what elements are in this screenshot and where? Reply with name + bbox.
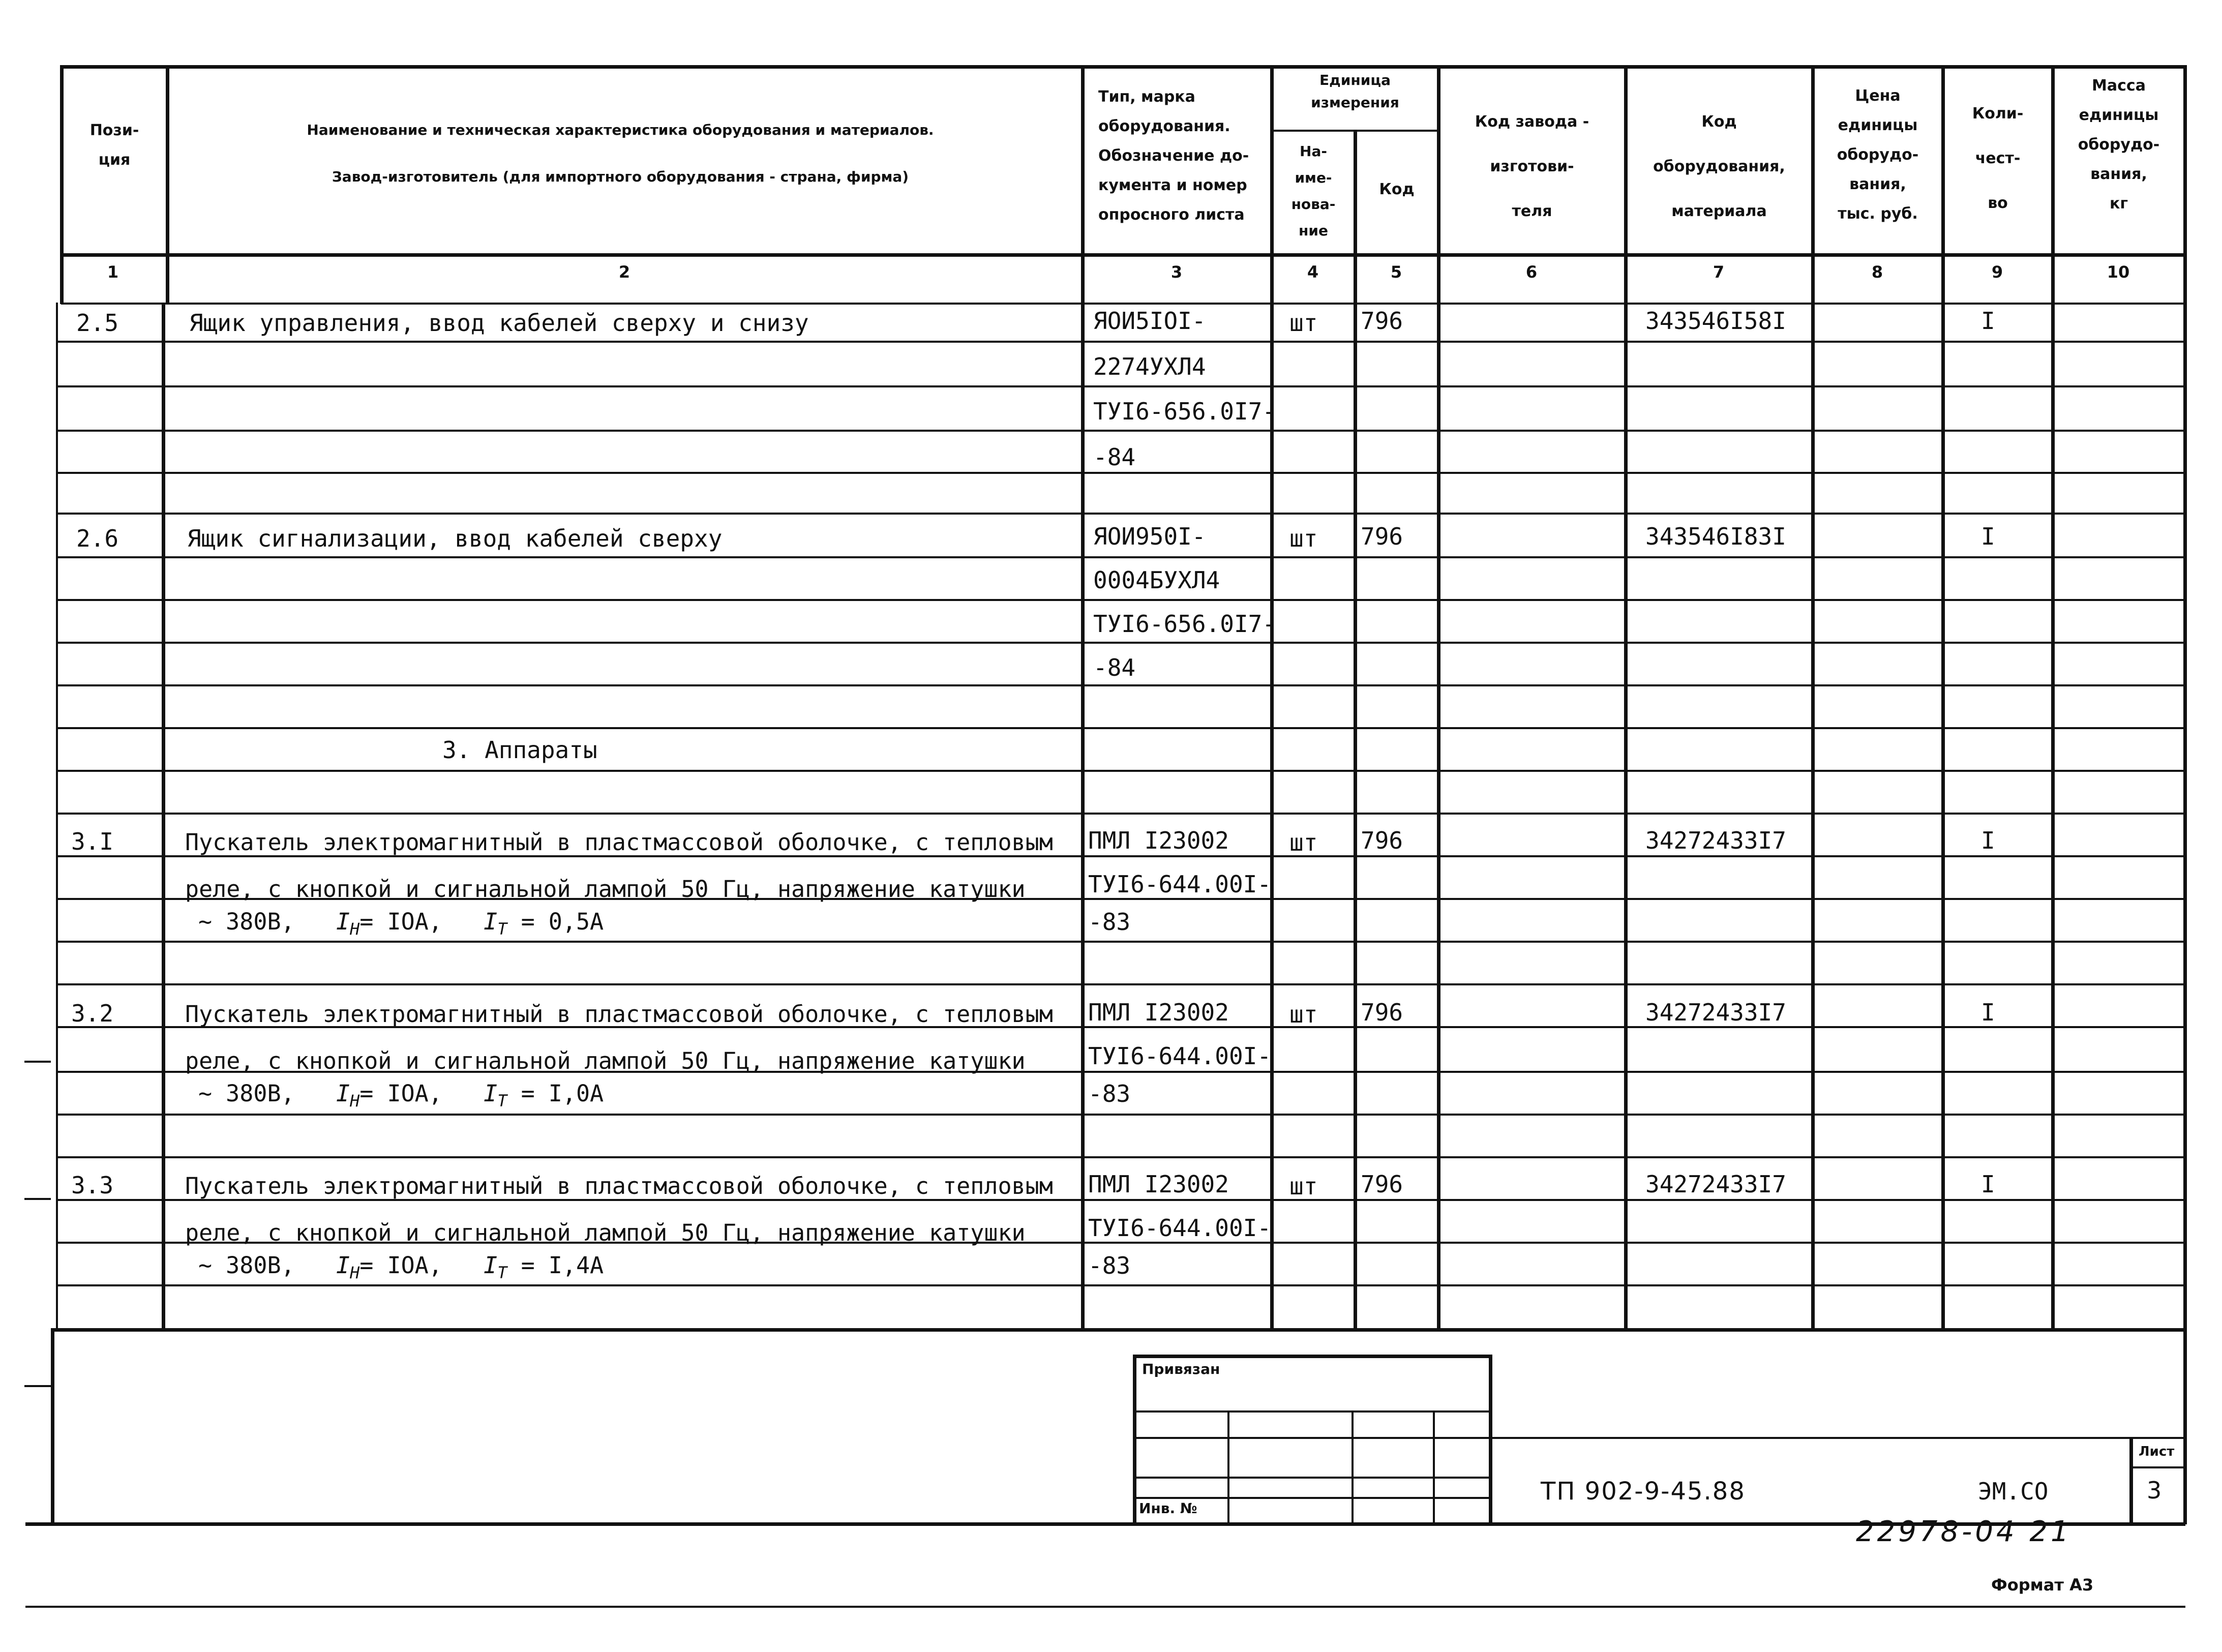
type-line: -83 — [1088, 1252, 1131, 1279]
col-number: 9 — [1991, 262, 2003, 282]
header-qty: Коли- чест- во — [1972, 105, 2024, 212]
position: 2.6 — [76, 525, 119, 552]
header-unit-group: Единица измерения — [1311, 72, 1399, 111]
type-line: ТУI6-644.00I- — [1088, 1214, 1272, 1242]
col-number: 8 — [1871, 262, 1883, 282]
quantity: I — [1981, 523, 1995, 550]
unit: шт — [1289, 1001, 1318, 1028]
type-line: -84 — [1093, 443, 1136, 471]
item-name: Пускатель электромагнитный в пластмассовой оболочке, с тепловым — [185, 1173, 1053, 1199]
type-line: 0004БУХЛ4 — [1093, 566, 1220, 594]
position: 2.5 — [76, 309, 119, 337]
item-current: ~ 380В, $I_Н=$ IOA, $I_Т = I,0A$ — [198, 1080, 604, 1110]
type-line: -84 — [1093, 654, 1136, 681]
type-line: -83 — [1088, 1080, 1131, 1107]
item-name: Пускатель электромагнитный в пластмассовой оболочке, с тепловым — [185, 829, 1053, 856]
header-mass: Масса единицы оборудо- вания, кг — [2078, 77, 2160, 213]
position: 3.2 — [71, 1000, 114, 1027]
item-current: ~ 380В, $I_Н=$ IOA, $I_Т = 0,5A$ — [198, 908, 604, 939]
quantity: I — [1981, 307, 1995, 335]
equipment-code: 34272433I7 — [1645, 827, 1786, 854]
unit: шт — [1289, 309, 1318, 337]
unit-code: 796 — [1361, 999, 1403, 1026]
item-name: реле, с кнопкой и сигнальной лампой 50 Гц, напряжение катушки — [185, 876, 1026, 903]
col-number: 10 — [2107, 262, 2130, 282]
type-line: -83 — [1088, 908, 1131, 936]
unit: шт — [1289, 1173, 1318, 1200]
format-label: Формат А3 — [1991, 1575, 2094, 1595]
type-line: ПМЛ I23002 — [1088, 999, 1229, 1026]
quantity: I — [1981, 1170, 1995, 1198]
col-number: 3 — [1170, 262, 1183, 282]
quantity: I — [1981, 827, 1995, 854]
linked-label: Привязан — [1142, 1361, 1220, 1377]
unit-code: 796 — [1361, 1170, 1403, 1198]
position: 3.I — [71, 828, 114, 855]
quantity: I — [1981, 999, 1995, 1026]
unit: шт — [1289, 829, 1318, 856]
type-line: 2274УХЛ4 — [1093, 353, 1206, 380]
sheet-number: 3 — [2147, 1477, 2162, 1504]
document-mark: ЭМ.СО — [1978, 1478, 2049, 1505]
col-number: 1 — [107, 262, 119, 282]
item-name: реле, с кнопкой и сигнальной лампой 50 Гц, напряжение катушки — [185, 1219, 1026, 1246]
inventory-stamp: 22978-04 21 — [1856, 1515, 2072, 1548]
unit: шт — [1289, 525, 1318, 552]
document-number: ТП 902-9-45.88 — [1541, 1477, 1746, 1506]
type-line: ТУI6-656.0I7- — [1093, 610, 1277, 638]
header-type: Тип, марка оборудования. Обозначение до- кумента и номер опросного листа — [1098, 88, 1249, 224]
col-number: 5 — [1390, 262, 1402, 282]
header-equip-code: Код оборудования, материала — [1653, 113, 1785, 220]
header-pos: Пози- ция — [89, 122, 139, 169]
equipment-code: 343546I58I — [1645, 307, 1786, 335]
sheet-label: Лист — [2139, 1444, 2175, 1459]
header-plant-code: Код завода - изготови- теля — [1475, 113, 1589, 220]
item-name: реле, с кнопкой и сигнальной лампой 50 Гц, напряжение катушки — [185, 1047, 1026, 1074]
col-number: 6 — [1525, 262, 1538, 282]
col-number: 4 — [1307, 262, 1319, 282]
type-line: ТУI6-644.00I- — [1088, 1042, 1272, 1070]
header-name: Наименование и техническая характеристика оборудования и материалов. Завод-изготовитель (для импортного оборудования - страна, фирма) — [307, 122, 934, 185]
header-unit-name: На- име- нова- ние — [1291, 143, 1336, 239]
position: 3.3 — [71, 1172, 114, 1199]
header-unit-code: Код — [1379, 181, 1415, 198]
col-number: 2 — [618, 262, 630, 282]
item-name: Пускатель электромагнитный в пластмассовой оболочке, с тепловым — [185, 1001, 1053, 1028]
inventory-label: Инв. № — [1139, 1500, 1197, 1517]
header-price: Цена единицы оборудо- вания, тыс. руб. — [1837, 87, 1919, 223]
equipment-code: 343546I83I — [1645, 523, 1786, 550]
unit-code: 796 — [1361, 307, 1403, 335]
type-line: ЯОИ5IOI- — [1093, 307, 1206, 335]
section-title: 3. Аппараты — [442, 736, 597, 764]
type-line: ЯОИ950I- — [1093, 523, 1206, 550]
col-number: 7 — [1713, 262, 1725, 282]
type-line: ПМЛ I23002 — [1088, 827, 1229, 854]
type-line: ТУI6-656.0I7- — [1093, 398, 1277, 425]
equipment-code: 34272433I7 — [1645, 1170, 1786, 1198]
unit-code: 796 — [1361, 523, 1403, 550]
type-line: ПМЛ I23002 — [1088, 1170, 1229, 1198]
type-line: ТУI6-644.00I- — [1088, 870, 1272, 898]
item-name: Ящик сигнализации, ввод кабелей сверху — [187, 525, 723, 552]
equipment-code: 34272433I7 — [1645, 999, 1786, 1026]
item-name: Ящик управления, ввод кабелей сверху и снизу — [189, 309, 809, 337]
unit-code: 796 — [1361, 827, 1403, 854]
item-current: ~ 380В, $I_Н=$ IOA, $I_Т = I,4A$ — [198, 1252, 604, 1282]
